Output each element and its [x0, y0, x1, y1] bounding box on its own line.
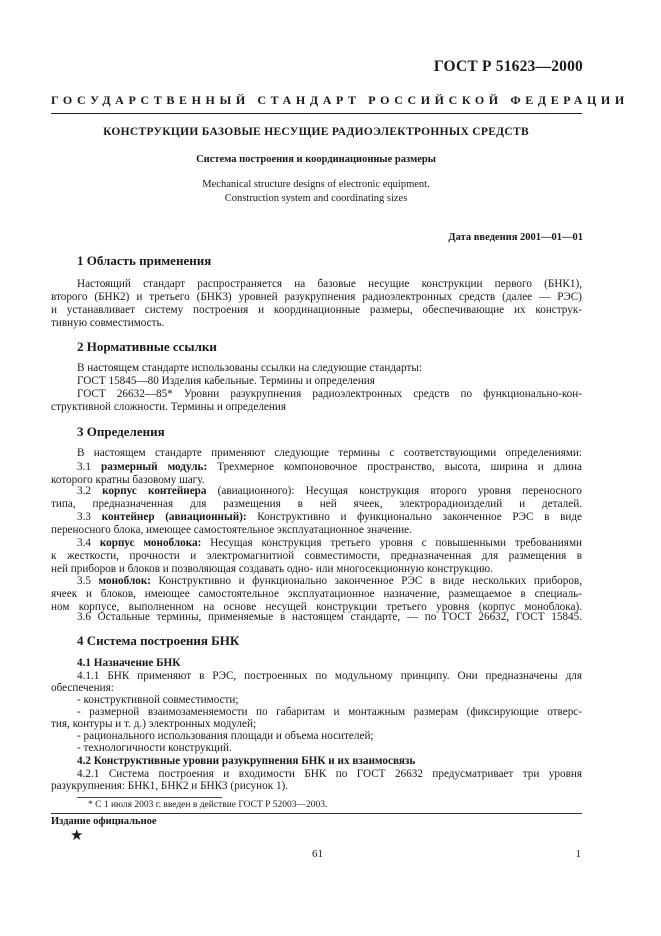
doc-code: ГОСТ Р 51623—2000	[433, 58, 583, 75]
definition-text: Конструктивно и функционально законченное РЭС в виде нескольких приборов,	[158, 575, 583, 587]
definition-number: 3.2	[77, 485, 91, 497]
top-rule	[51, 113, 582, 114]
paragraph-4-2-1: 4.2.1 Система построения и входимости БНК по ГОСТ 26632 предусматривает три уровня	[77, 768, 582, 780]
footnote: * С 1 июля 2003 г. введен в действие ГОСТ Р 52003—2003.	[88, 800, 328, 810]
definition-number: 3.1	[77, 461, 91, 473]
english-title-line-2: Construction system and coordinating sizes	[224, 193, 408, 204]
bullet-item-cont: тия, контуры и т. д.) электронных модулей;	[51, 718, 257, 730]
section-4-heading: 4 Система построения БНК	[77, 633, 240, 648]
definition-text: Трехмерное компоновочное пространство, высота, ширина и длина	[217, 461, 582, 473]
definition-3-4-cont: к жесткости, прочности и электромагнитной совместимости, предназначенная для размещения в	[51, 550, 582, 562]
definition-3-1-cont: которого кратны базовому шагу.	[51, 474, 205, 486]
definition-3-5	[77, 575, 582, 588]
definition-3-5-cont: ячеек и блоков, имеющее самостоятельное эксплуатационное назначение, размещаемое в специаль-	[51, 588, 582, 600]
definition-3-5-cont: ном корпусе, выполненном на основе несущей конструкции третьего уровня (корпус моноблока).	[51, 601, 582, 613]
footnote-rule	[77, 797, 222, 798]
section-1-line: Настоящий стандарт распространяется на базовые несущие конструкции первого (БНК1),	[77, 278, 582, 290]
definition-3-2-cont: типа, предназначенная для размещения в ней ячеек, электрорадиоизделий и деталей.	[51, 498, 582, 510]
section-3-intro: В настоящем стандарте применяют следующие термины с соответствующими определениями:	[77, 447, 582, 459]
section-2-line: ГОСТ 26632—85* Уровни разукрупнения радиоэлектронных средств по функционально-кон-	[77, 388, 582, 400]
section-1-line: и устанавливает систему построения и координационные размеры, обеспечивающие их конструк-	[51, 304, 582, 316]
definition-number: 3.3	[77, 511, 91, 523]
paragraph-4-1-1: 4.1.1 БНК применяют в РЭС, построенных по модульному принципу. Они предназначены для	[77, 670, 582, 682]
definition-text: Несущая конструкция третьего уровня с повышенными требованиями	[210, 537, 583, 549]
definition-3-1	[77, 461, 582, 474]
sheet-number: 1	[575, 848, 581, 860]
definition-text: Конструктивно и функционально законченное РЭС в виде	[257, 511, 583, 523]
bullet-item: - рационального использования площади и объема носителей;	[77, 730, 374, 742]
definition-number: 3.4	[77, 537, 91, 549]
definition-3-3-cont: переносного блока, имеющее самостоятельное эксплуатационное значение.	[51, 524, 412, 536]
definition-3-2	[77, 485, 582, 498]
intro-date: Дата введения 2001—01—01	[448, 232, 583, 243]
definition-3-4-cont: ней приборов и блоков и позволяющая создавать одно- или многосекционную конструкцию.	[51, 563, 493, 575]
definition-3-3	[77, 511, 582, 524]
section-2-line: структивной сложности. Термины и определения	[51, 401, 286, 413]
document-title: КОНСТРУКЦИИ БАЗОВЫЕ НЕСУЩИЕ РАДИОЭЛЕКТРОННЫХ СРЕДСТВ	[103, 126, 529, 138]
section-1-line: второго (БНК2) и третьего (БНК3) уровней разукрупнения радиоэлектронных средств (далее — РЭС)	[51, 291, 582, 303]
definition-term: размерный модуль:	[100, 461, 208, 473]
bullet-item: - технологичности конструкций.	[77, 742, 232, 754]
section-2-line: ГОСТ 15845—80 Изделия кабельные. Термины и определения	[77, 375, 375, 387]
section-1-heading: 1 Область применения	[77, 253, 212, 268]
definition-term: корпус моноблока:	[99, 537, 202, 549]
definition-text: (авиационного): Несущая конструкция второго уровня переносного	[217, 485, 583, 497]
paragraph-4-1-1-cont: обеспечения:	[51, 682, 114, 694]
section-2-heading: 2 Нормативные ссылки	[77, 339, 217, 354]
section-2-line: В настоящем стандарте использованы ссылки на следующие стандарты:	[77, 362, 422, 374]
bottom-rule	[51, 813, 582, 814]
definition-number: 3.5	[77, 575, 91, 587]
subsection-4-2: 4.2 Конструктивные уровни разукрупнения БНК и их взаимосвязь	[77, 755, 416, 767]
state-standard-banner: ГОСУДАРСТВЕННЫЙ СТАНДАРТ РОССИЙСКОЙ ФЕДЕРАЦИИ	[51, 93, 629, 107]
english-title-line-1: Mechanical structure designs of electronic equipment.	[202, 179, 430, 190]
section-3-heading: 3 Определения	[77, 424, 165, 439]
subsection-4-1: 4.1 Назначение БНК	[77, 657, 181, 669]
page-number: 61	[312, 848, 323, 860]
bullet-item: - конструктивной совместимости;	[77, 694, 239, 706]
definition-3-6: 3.6 Остальные термины, применяемые в настоящем стандарте, — по ГОСТ 26632, ГОСТ 15845.	[77, 611, 582, 623]
star-icon: ★	[70, 828, 84, 844]
definition-3-4	[77, 537, 582, 550]
section-1-line: тивную совместимость.	[51, 317, 165, 329]
definition-term: контейнер (авиационный):	[101, 511, 247, 523]
bullet-item: - размерной взаимозаменяемости по габаритам и монтажным размерам (фиксирующие отверс-	[77, 706, 582, 718]
definition-term: корпус контейнера	[102, 485, 207, 497]
edition-label: Издание официальное	[51, 816, 157, 827]
definition-term: моноблок:	[98, 575, 151, 587]
document-subtitle: Система построения и координационные размеры	[196, 154, 436, 165]
paragraph-4-2-1-cont: разукрупнения: БНК1, БНК2 и БНК3 (рисунок 1).	[51, 780, 289, 792]
